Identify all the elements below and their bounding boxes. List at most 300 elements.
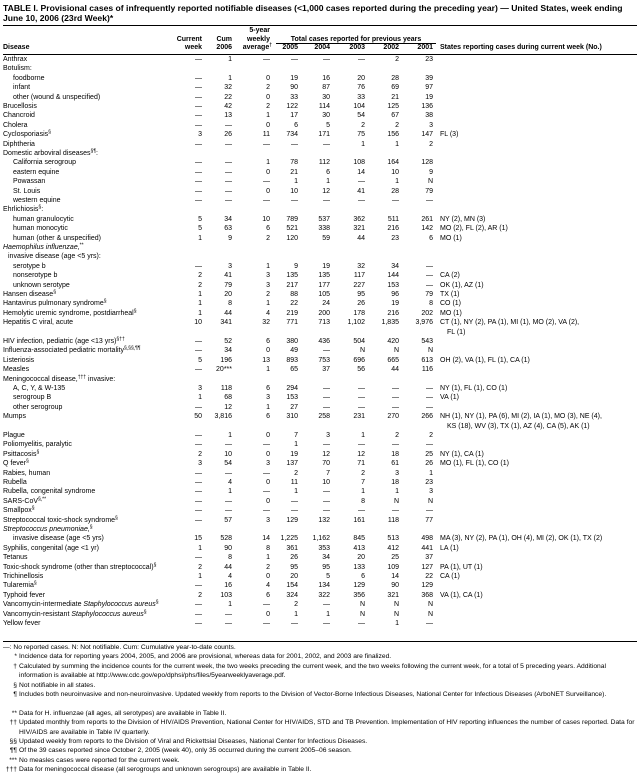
cell-five-year-average: 0 <box>266 497 270 505</box>
table-row <box>0 525 640 534</box>
footnote-mark: § <box>153 562 157 569</box>
disease-name <box>3 149 98 158</box>
cell-y2005: 2 <box>294 469 298 477</box>
cell-y2005: 1 <box>294 441 298 449</box>
disease-name <box>13 215 74 224</box>
header-year-2001: 2001 <box>417 44 433 51</box>
disease-label: foodborne <box>13 74 45 82</box>
footnote-mark: § <box>48 129 51 136</box>
cell-current-week: — <box>195 93 202 101</box>
cell-y2002: 125 <box>387 103 399 110</box>
footnote-mark: § <box>133 308 137 315</box>
cell-y2001: 79 <box>425 187 433 195</box>
cell-y2003: 104 <box>353 103 365 110</box>
cell-five-year-average: 14 <box>262 535 270 543</box>
disease-name <box>3 356 34 365</box>
cell-y2002: — <box>392 197 399 204</box>
cell-cum-2006: 8 <box>228 554 232 562</box>
disease-label: Haemophilus influenzae, <box>3 244 80 251</box>
footnote-mark: § <box>33 580 37 587</box>
cell-cum-2006: 341 <box>220 319 232 327</box>
cell-current-week: — <box>195 488 202 496</box>
table-row <box>0 619 640 628</box>
cell-y2002: 1 <box>395 140 399 148</box>
table-row <box>0 450 640 459</box>
cell-y2005: 33 <box>290 93 298 101</box>
cell-five-year-average: 1 <box>266 554 270 562</box>
table-row <box>0 469 640 478</box>
cell-y2003: 12 <box>357 450 365 458</box>
cell-y2001: 97 <box>425 84 433 92</box>
disease-name <box>13 262 46 271</box>
cell-y2003: 117 <box>353 272 365 280</box>
cell-y2004: — <box>323 497 330 505</box>
cell-y2004: 12 <box>322 450 330 458</box>
cell-current-week: 2 <box>198 591 202 599</box>
cell-five-year-average: 8 <box>266 544 270 552</box>
cell-y2001: 1 <box>429 469 433 477</box>
cell-y2005: 1 <box>294 610 298 618</box>
cell-y2003: 54 <box>357 112 365 120</box>
table-row <box>0 149 640 158</box>
cell-five-year-average: — <box>263 507 270 515</box>
disease-name <box>3 459 29 468</box>
cell-y2002: 216 <box>387 225 399 233</box>
cell-y2002: 34 <box>391 262 399 270</box>
disease-name <box>13 393 51 402</box>
cell-y2005: 1 <box>294 488 298 496</box>
table-row <box>0 187 640 196</box>
cell-y2005: 10 <box>290 187 298 195</box>
cell-y2003: — <box>358 385 365 392</box>
disease-label: Toxic-shock syndrome (other than streptococcal) <box>3 563 154 571</box>
cell-y2005: 20 <box>290 573 298 580</box>
cell-current-week: 2 <box>198 563 202 571</box>
cell-y2002: 420 <box>387 338 399 345</box>
cell-y2003: 2 <box>361 121 365 129</box>
cell-cum-2006: 118 <box>220 385 232 392</box>
disease-name <box>13 83 30 92</box>
cell-current-week: — <box>195 187 202 195</box>
table-row <box>0 600 640 609</box>
cell-y2003: 8 <box>361 497 365 505</box>
cell-y2003: 362 <box>353 215 365 223</box>
cell-y2002: 513 <box>387 535 399 543</box>
cell-y2005: 49 <box>290 347 298 355</box>
cell-y2004: 353 <box>318 544 330 552</box>
cell-y2005: 521 <box>286 225 298 233</box>
disease-label: Plague <box>3 432 25 439</box>
cell-y2002: 18 <box>391 450 399 458</box>
cell-cum-2006: 68 <box>224 394 232 402</box>
cell-y2004: 322 <box>318 591 330 599</box>
cell-cum-2006: 22 <box>224 93 232 101</box>
cell-y2003: 161 <box>353 516 365 524</box>
cell-y2001: 2 <box>429 140 433 148</box>
cell-cum-2006: — <box>225 187 232 195</box>
disease-name <box>13 158 76 167</box>
footnote-text: Data for H. influenzae (all ages, all serotypes) are available in Table II. <box>19 709 227 717</box>
cell-y2004: — <box>323 488 330 496</box>
cell-y2003: 178 <box>353 309 365 317</box>
disease-name <box>3 544 99 553</box>
cell-five-year-average: 4 <box>266 309 270 317</box>
cell-y2004: 177 <box>318 281 330 289</box>
footnote-mark: §,§§,¶¶ <box>124 345 141 352</box>
cell-cum-2006: — <box>225 121 232 129</box>
disease-name <box>3 431 25 440</box>
disease-name <box>13 93 100 102</box>
cell-y2001: 136 <box>421 103 433 110</box>
header-year-2002: 2002 <box>383 44 399 51</box>
cell-current-week: — <box>195 432 202 439</box>
disease-name <box>3 572 43 581</box>
table-row <box>0 243 640 252</box>
footnote-mark: § <box>25 458 29 465</box>
disease-name <box>3 130 51 139</box>
states-reporting: NY (1), FL (1), CO (1) <box>440 385 508 392</box>
cell-y2001: — <box>426 281 433 289</box>
cell-y2001: 3 <box>429 121 433 129</box>
table-row <box>0 55 640 64</box>
disease-label: serotype b <box>13 262 46 270</box>
cell-five-year-average: 6 <box>266 385 270 392</box>
cell-y2001: 128 <box>421 159 433 167</box>
cell-y2003: 20 <box>357 74 365 82</box>
cell-five-year-average: — <box>263 178 270 186</box>
cell-y2002: — <box>392 507 399 515</box>
cell-y2002: 164 <box>387 159 399 167</box>
states-reporting: CT (1), NY (2), PA (1), MI (1), MO (2), VA (2), <box>440 319 580 327</box>
disease-name <box>3 525 93 534</box>
cell-y2002: 67 <box>391 112 399 120</box>
disease-name <box>3 581 37 590</box>
cell-five-year-average: 3 <box>266 460 270 468</box>
cell-current-week: — <box>195 338 202 345</box>
cell-cum-2006: 12 <box>224 403 232 411</box>
legend: —: No reported cases. N: Not notifiable. Cum: Cumulative year-to-date counts. <box>3 644 236 651</box>
cell-y2005: 19 <box>290 74 298 82</box>
cell-current-week: — <box>195 441 202 449</box>
disease-label: Hemolytic uremic syndrome, postdiarrheal <box>3 309 134 317</box>
cell-y2002: 156 <box>387 131 399 139</box>
cell-five-year-average: 6 <box>266 225 270 233</box>
disease-label: other (wound & unspecified) <box>13 93 101 101</box>
cell-five-year-average: 6 <box>266 591 270 599</box>
cell-cum-2006: 79 <box>224 281 232 289</box>
footnote-text: Includes both neuroinvasive and non-neuroinvasive. Updated weekly from reports to the Division of Vector-Borne Infectious Diseases, National Center for Infectious Diseases (ArboNET Surveillance). <box>19 691 607 698</box>
table-row <box>0 111 640 120</box>
states-reporting: CA (2) <box>440 272 460 280</box>
cell-cum-2006: — <box>225 469 232 477</box>
cell-y2003: 33 <box>357 93 365 101</box>
cell-cum-2006: — <box>225 159 232 167</box>
cell-cum-2006: 528 <box>220 535 232 543</box>
cell-y2001: 441 <box>421 544 433 552</box>
disease-name <box>3 469 50 478</box>
cell-current-week: 10 <box>194 319 202 327</box>
cell-y2004: 30 <box>322 112 330 120</box>
cell-five-year-average: 3 <box>266 272 270 280</box>
cell-y2003: 227 <box>353 281 365 289</box>
cell-cum-2006: 42 <box>224 103 232 110</box>
disease-name <box>13 271 57 280</box>
cell-y2003: N <box>359 347 365 355</box>
cell-cum-2006: — <box>225 620 232 627</box>
disease-label: Hepatitis C viral, acute <box>3 319 74 327</box>
cell-cum-2006: 4 <box>228 479 232 486</box>
cell-y2003: N <box>359 610 365 618</box>
cell-y2002: 321 <box>387 591 399 599</box>
disease-name <box>13 281 70 290</box>
footnote-mark: § <box>115 515 118 522</box>
cell-y2003: 14 <box>357 168 365 176</box>
disease-label: human monocytic <box>13 225 68 233</box>
table-row <box>0 563 640 572</box>
cell-five-year-average: 2 <box>266 291 270 298</box>
cell-current-week: 3 <box>198 460 202 468</box>
disease-name <box>3 318 73 327</box>
cell-y2005: 294 <box>286 385 298 392</box>
table-row <box>0 309 640 318</box>
table-row <box>0 544 640 553</box>
disease-label: Powassan <box>13 178 46 186</box>
cell-y2004: — <box>323 601 330 609</box>
cell-cum-2006: 196 <box>220 356 232 364</box>
cell-y2002: 144 <box>387 272 399 280</box>
disease-name <box>3 591 45 600</box>
cell-five-year-average: 2 <box>266 103 270 110</box>
cell-five-year-average: 2 <box>266 84 270 92</box>
table-row <box>0 130 640 139</box>
footnote-text: No measles cases were reported for the current week. <box>19 756 180 764</box>
cell-y2003: — <box>358 507 365 515</box>
cell-y2004: 95 <box>322 563 330 571</box>
cell-five-year-average: 0 <box>266 74 270 82</box>
cell-cum-2006: 20 <box>224 291 232 298</box>
disease-name <box>13 168 59 177</box>
disease-label: invasive disease (age <5 yrs): <box>8 253 101 261</box>
cell-y2001: N <box>427 347 433 355</box>
cell-y2003: 129 <box>353 582 365 590</box>
disease-label: Cyclosporiasis <box>3 131 49 139</box>
footnote-text: Incidence data for reporting years 2004, 2005, and 2006 are provisional, whereas data for 2001, 2002, and 2003 are finalized. <box>19 653 392 661</box>
cell-y2002: N <box>393 497 399 505</box>
table-row <box>0 337 640 346</box>
cell-five-year-average: 10 <box>262 215 270 223</box>
table-row <box>0 318 640 327</box>
cell-current-week: — <box>195 103 202 110</box>
disease-label: human (other & unspecified) <box>13 234 101 242</box>
disease-label: nonserotype b <box>13 272 58 280</box>
table-row <box>0 534 640 543</box>
cell-y2003: 7 <box>361 479 365 486</box>
cell-y2005: 893 <box>286 356 298 364</box>
disease-label: Psittacosis <box>3 450 37 458</box>
cell-cum-2006: 34 <box>224 215 232 223</box>
disease-label: Anthrax <box>3 56 28 63</box>
disease-label: Yellow fever <box>3 620 41 627</box>
header-year-2004: 2004 <box>314 44 330 51</box>
cell-y2001: 79 <box>425 291 433 298</box>
cell-five-year-average: 32 <box>262 319 270 327</box>
states-reporting: NY (1), CA (1) <box>440 450 484 458</box>
cell-y2002: 118 <box>387 516 399 524</box>
cell-y2004: 258 <box>318 413 330 421</box>
cell-y2002: 14 <box>391 573 399 580</box>
cell-y2001: 127 <box>421 563 433 571</box>
cell-y2004: 5 <box>326 121 330 129</box>
cell-current-week: — <box>195 582 202 590</box>
disease-name <box>13 384 65 393</box>
cell-y2004: 134 <box>318 582 330 590</box>
table-row <box>0 497 640 506</box>
cell-y2005: 135 <box>286 272 298 280</box>
cell-y2004: 132 <box>318 516 330 524</box>
cell-current-week: 2 <box>198 450 202 458</box>
cell-y2003: — <box>358 197 365 204</box>
cell-current-week: 5 <box>198 225 202 233</box>
table-row <box>0 384 640 393</box>
cell-y2002: — <box>392 385 399 392</box>
cell-cum-2006: 1 <box>228 601 232 609</box>
cell-five-year-average: 0 <box>266 573 270 580</box>
cell-y2005: — <box>291 507 298 515</box>
disease-label: Rubella, congenital syndrome <box>3 488 96 496</box>
cell-cum-2006: — <box>225 497 232 505</box>
table-row <box>0 572 640 581</box>
states-reporting: NY (2), MN (3) <box>440 215 486 223</box>
disease-name <box>3 497 46 506</box>
cell-y2003: 20 <box>357 554 365 562</box>
cell-y2005: — <box>291 140 298 148</box>
table-row <box>0 281 640 290</box>
disease-label: other serogroup <box>13 403 63 411</box>
cell-y2004: 112 <box>318 159 330 167</box>
cell-current-week: — <box>195 554 202 562</box>
disease-name <box>3 346 141 355</box>
cell-y2004: 338 <box>318 225 330 233</box>
cell-y2002: 665 <box>387 356 399 364</box>
cell-y2004: 105 <box>318 291 330 298</box>
cell-five-year-average: — <box>263 140 270 148</box>
disease-name <box>13 187 40 196</box>
cell-y2001: 3,976 <box>415 319 433 327</box>
disease-label-italic: Staphylococcus aureus <box>71 610 144 618</box>
footnote-mark: § <box>53 289 56 296</box>
table-row <box>0 168 640 177</box>
cell-five-year-average: 1 <box>266 366 270 374</box>
table-row <box>0 290 640 299</box>
disease-label: Influenza-associated pediatric mortality <box>3 347 125 355</box>
footnote-mark: § <box>155 599 159 606</box>
header-cum-line1: Cum <box>216 35 232 43</box>
cell-cum-2006: 9 <box>228 234 232 242</box>
cell-y2003: 95 <box>357 291 365 298</box>
disease-label: unknown serotype <box>13 281 70 289</box>
cell-y2002: 96 <box>391 291 399 298</box>
cell-y2004: 436 <box>318 338 330 345</box>
disease-label: infant <box>13 84 31 92</box>
cell-cum-2006: 1 <box>228 56 232 63</box>
disease-name <box>3 610 147 619</box>
cell-y2001: 8 <box>429 300 433 308</box>
cell-five-year-average: 1 <box>266 112 270 120</box>
cell-five-year-average: 0 <box>266 121 270 129</box>
disease-name <box>3 243 84 252</box>
table-row <box>0 440 640 449</box>
table-row-continuation <box>0 328 640 337</box>
cell-five-year-average: 0 <box>266 479 270 486</box>
cell-y2002: 69 <box>391 84 399 92</box>
disease-name <box>13 74 45 83</box>
cell-y2002: N <box>393 610 399 618</box>
cell-y2004: — <box>323 140 330 148</box>
cell-current-week: — <box>195 140 202 148</box>
cell-five-year-average: 6 <box>266 413 270 421</box>
disease-label: Trichinellosis <box>3 573 44 580</box>
cell-y2005: 324 <box>286 591 298 599</box>
table-row <box>0 553 640 562</box>
cell-y2002: 1 <box>395 620 399 627</box>
footnote-mark: § <box>36 449 40 456</box>
cell-y2005: — <box>291 56 298 63</box>
disease-label: Poliomyelitis, paralytic <box>3 441 72 449</box>
cell-cum-2006: 16 <box>224 582 232 590</box>
cell-y2003: 413 <box>353 544 365 552</box>
cell-y2002: 10 <box>391 168 399 176</box>
cell-y2003: 696 <box>353 356 365 364</box>
cell-y2005: 1 <box>294 178 298 186</box>
cell-y2001: 261 <box>421 215 433 223</box>
disease-suffix: : <box>96 150 98 157</box>
header-5yr-line1: 5-year <box>249 27 270 34</box>
states-reporting: CO (1) <box>440 300 461 308</box>
cell-y2003: 231 <box>353 413 365 421</box>
cell-five-year-average: 0 <box>266 187 270 195</box>
cell-current-week: 1 <box>198 234 202 242</box>
disease-name <box>13 403 62 412</box>
header-5yr-line2: weekly <box>247 35 270 43</box>
cell-y2004: 6 <box>326 168 330 176</box>
cell-y2003: — <box>358 620 365 627</box>
footnote-mark: ¶¶ <box>9 747 17 755</box>
cell-y2001: 38 <box>425 112 433 120</box>
footnote-mark: §¶ <box>90 148 97 155</box>
disease-label: Chancroid <box>3 112 35 120</box>
header-states: States reporting cases during current week (No.) <box>440 44 602 51</box>
cell-current-week: — <box>195 516 202 524</box>
table-row <box>0 215 640 224</box>
cell-y2001: 147 <box>421 131 433 139</box>
cell-current-week: — <box>195 197 202 204</box>
disease-name <box>3 600 159 609</box>
cell-y2001: 9 <box>429 168 433 176</box>
cell-y2004: 1 <box>326 610 330 618</box>
cell-y2005: 65 <box>290 366 298 374</box>
cell-five-year-average: 6 <box>266 338 270 345</box>
disease-label: Ehrlichiosis <box>3 206 39 214</box>
cell-five-year-average: 13 <box>262 356 270 364</box>
disease-label: invasive disease (age <5 yrs) <box>13 535 104 543</box>
cell-y2001: 498 <box>421 535 433 543</box>
footnote-mark: ††† <box>5 766 17 774</box>
cell-current-week: 50 <box>194 413 202 421</box>
disease-name <box>8 252 101 261</box>
cell-y2004: 5 <box>326 573 330 580</box>
cell-y2002: 19 <box>391 300 399 308</box>
cell-y2002: 109 <box>387 563 399 571</box>
